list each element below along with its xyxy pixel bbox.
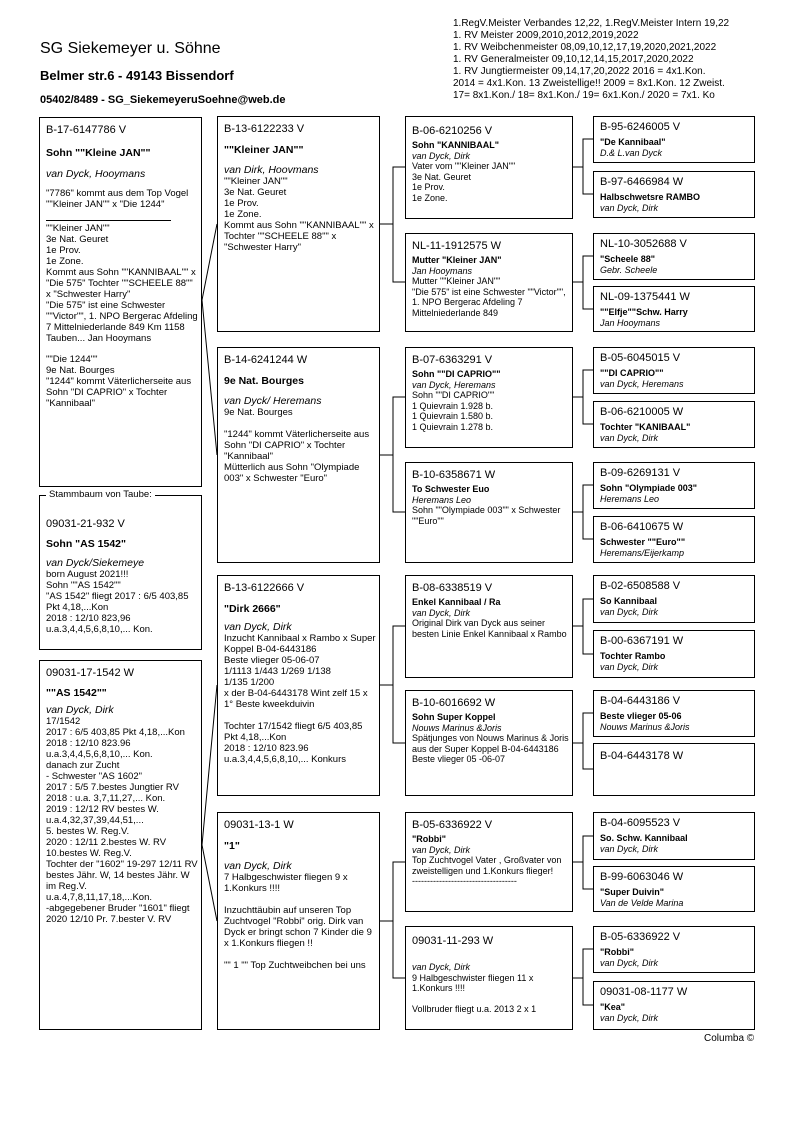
gen2-ring: B-13-6122233 V: [224, 123, 305, 135]
gen3-name: Sohn "KANNIBAAL": [412, 140, 500, 150]
gen2-name: ""Kleiner JAN"": [224, 144, 304, 156]
pedigree-label: Stammbaum von Taube:: [46, 489, 155, 500]
gen4-owner: Gebr. Scheele: [600, 264, 658, 275]
gen3-ring: B-06-6210256 V: [412, 125, 493, 137]
achievement-line: 17= 8x1.Kon./ 18= 8x1.Kon./ 19= 6x1.Kon./ 2020 = 7x1. Ko: [453, 90, 715, 101]
gen4-ring: B-06-6210005 W: [600, 406, 684, 418]
gen2-owner: van Dyck/ Heremans: [224, 395, 322, 407]
gen3-notes: Original Dirk van Dyck aus seiner besten Linie Enkel Kannibaal x Rambo: [412, 618, 567, 639]
father-owner: van Dyck, Hooymans: [46, 168, 146, 180]
gen4-owner: van Dyck, Dirk: [600, 202, 659, 213]
mother-ring: 09031-17-1542 W: [46, 667, 135, 679]
gen3-ring: B-08-6338519 V: [412, 582, 493, 594]
gen4-ring: B-97-6466984 W: [600, 176, 684, 188]
subject-ring: 09031-21-932 V: [46, 518, 125, 530]
gen2-name: "1": [224, 840, 240, 852]
gen4-name: ""DI CAPRIO"": [600, 368, 664, 378]
gen3-owner: van Dyck, Dirk: [412, 607, 471, 618]
gen4-ring: B-04-6443178 W: [600, 750, 684, 762]
gen4-name: ""Elfje""Schw. Harry: [600, 307, 688, 317]
gen4-name: Sohn "Olympiade 003": [600, 483, 698, 493]
gen3-notes: Top Zuchtvogel Vater , Großvater von zweistelligen und 1.Konkurs flieger! -----------------------------------: [412, 855, 562, 886]
footer-credit: Columba ©: [704, 1033, 755, 1044]
gen2-owner: van Dirk, Hoovmans: [224, 164, 319, 176]
gen2-ring: 09031-13-1 W: [224, 819, 294, 831]
gen4-ring: B-04-6095523 V: [600, 817, 681, 829]
gen2-owner: van Dyck, Dirk: [224, 621, 292, 633]
gen4-owner: van Dyck, Dirk: [600, 1012, 659, 1023]
gen3-notes: Sohn ""DI CAPRIO"" 1 Quievrain 1.928 b. 1 Quievrain 1.580 b. 1 Quievrain 1.278 b.: [412, 390, 495, 432]
gen4-name: Beste vlieger 05-06: [600, 711, 682, 721]
gen2-notes: 7 Halbgeschwister fliegen 9 x 1.Konkurs !!!! Inzuchttäubin auf unseren Top Zuchtvogel "Robbi" orig. Dirk van Dyck er bringt schon 7 Kinder die 9 x 1.Konkurs fliegen !! "" 1 "" Top Zuchtweibchen bei uns: [224, 872, 372, 971]
gen4-owner: van Dyck, Dirk: [600, 843, 659, 854]
gen4-ring: B-05-6336922 V: [600, 931, 681, 943]
gen3-notes: Mutter ""Kleiner JAN"" "Die 575" ist eine Schwester ""Victor"", 1. NPO Bergerac Afdeling 7 Mittelniederlande 849: [412, 276, 566, 318]
gen3-owner: Nouws Marinus &Joris: [412, 722, 502, 733]
gen3-owner: van Dyck, Dirk: [412, 844, 471, 855]
subject-notes: born August 2021!!! Sohn ""AS 1542"" "AS 1542" fliegt 2017 : 6/5 403,85 Pkt 4,18,...Kon 2018 : 12/10 823,96 u.a.3,4,4,5,6,8,10,... Kon.: [46, 569, 189, 635]
gen4-owner: van Dyck, Dirk: [600, 606, 659, 617]
gen4-ring: B-05-6045015 V: [600, 352, 681, 364]
gen4-owner: Jan Hooymans: [600, 317, 661, 328]
gen4-owner: van Dyck, Heremans: [600, 378, 684, 389]
gen2-ring: B-14-6241244 W: [224, 354, 308, 366]
gen3-ring: B-10-6358671 W: [412, 469, 496, 481]
gen4-ring: 09031-08-1177 W: [600, 986, 688, 998]
gen3-notes: Spätjunges von Nouws Marinus & Joris aus der Super Koppel B-04-6443186 Beste vlieger 05 -06-07: [412, 733, 569, 764]
gen4-owner: D.& L.van Dyck: [600, 147, 663, 158]
gen2-notes: 9e Nat. Bourges "1244" kommt Väterlicherseite aus Sohn "DI CAPRIO" x Tochter "Kannibaal" Mütterlich aus Sohn "Olympiade 003" x Schwester "Euro": [224, 407, 370, 484]
gen3-name: Enkel Kannibaal / Ra: [412, 597, 501, 607]
gen4-name: So Kannibaal: [600, 596, 658, 606]
gen3-notes: Vater vom ""Kleiner JAN"" 3e Nat. Geuret 1e Prov. 1e Zone.: [412, 161, 516, 203]
gen3-name: Sohn ""DI CAPRIO"": [412, 369, 501, 379]
gen3-ring: B-10-6016692 W: [412, 697, 496, 709]
gen4-owner: Heremans/Eijerkamp: [600, 547, 685, 558]
gen3-ring: 09031-11-293 W: [412, 935, 494, 947]
achievement-line: 1. RV Jungtiermeister 09,14,17,20,2022 2016 = 4x1.Kon.: [453, 66, 706, 77]
gen2-ring: B-13-6122666 V: [224, 582, 305, 594]
achievement-line: 1. RV Generalmeister 09,10,12,14,15,2017,2020,2022: [453, 54, 694, 65]
father-notes-kleiner-jan: ""Kleiner JAN"" 3e Nat. Geuret 1e Prov. 1e Zone. Kommt aus Sohn ""KANNIBAAL"" x "Die 575" Tochter ""SCHEELE 88"" x "Schwester Harry" "Die 575" ist eine Schwester ""Victor"", 1. NPO Bergerac Afdeling 7 Mittelniederlande 849 Km 1158 Tauben... Jan Hooymans: [46, 223, 198, 344]
gen4-owner: van Dyck, Dirk: [600, 661, 659, 672]
gen4-name: Tochter "KANIBAAL": [600, 422, 691, 432]
gen4-ring: NL-09-1375441 W: [600, 291, 690, 303]
mother-name: ""AS 1542"": [46, 687, 107, 699]
gen4-name: "Kea": [600, 1002, 626, 1012]
gen3-owner: Jan Hooymans: [412, 265, 473, 276]
father-notes-1244: ""Die 1244"" 9e Nat. Bourges "1244" kommt Väterlicherseite aus Sohn "DI CAPRIO" x Tochter "Kannibaal": [46, 354, 192, 409]
gen3-owner: Heremans Leo: [412, 494, 472, 505]
gen2-name: "Dirk 2666": [224, 603, 281, 615]
gen4-ring: B-04-6443186 V: [600, 695, 681, 707]
subject-owner: van Dyck/Siekemeye: [46, 557, 145, 569]
gen3-name: "Robbi": [412, 834, 447, 844]
achievement-line: 1. RV Meister 2009,2010,2012,2019,2022: [453, 30, 639, 41]
mother-owner: van Dyck, Dirk: [46, 704, 114, 716]
gen4-name: "Robbi": [600, 947, 635, 957]
gen3-name: Mutter "Kleiner JAN": [412, 255, 502, 265]
father-notes: "7786" kommt aus dem Top Vogel ""Kleiner JAN"" x "Die 1244": [46, 188, 189, 210]
gen3-name: Sohn Super Koppel: [412, 712, 496, 722]
gen4-owner: Nouws Marinus &Joris: [600, 721, 690, 732]
gen2-notes: ""Kleiner JAN"" 3e Nat. Geuret 1e Prov. 1e Zone. Kommt aus Sohn ""KANNIBAAL"" x Tochter ""SCHEELE 88"" x "Schwester Harry": [224, 176, 374, 253]
gen4-name: Tochter Rambo: [600, 651, 666, 661]
achievement-line: 1. RV Weibchenmeister 08,09,10,12,17,19,2020,2021,2022: [453, 42, 717, 53]
loft-address: Belmer str.6 - 49143 Bissendorf: [40, 68, 234, 83]
gen4-ring: B-99-6063046 W: [600, 871, 684, 883]
achievement-line: 2014 = 4x1.Kon. 13 Zweistellige!! 2009 = 8x1.Kon. 12 Zweist.: [453, 78, 725, 89]
gen4-ring: B-00-6367191 W: [600, 635, 684, 647]
gen4-name: "Super Duivin": [600, 887, 665, 897]
gen4-name: "Scheele 88": [600, 254, 656, 264]
loft-name: SG Siekemeyer u. Söhne: [40, 40, 221, 57]
gen3-notes: 9 Halbgeschwister fliegen 11 x 1.Konkurs !!!! Vollbruder fliegt u.a. 2013 2 x 1: [412, 972, 537, 1014]
gen3-owner: van Dyck, Heremans: [412, 379, 496, 390]
gen4-name: "De Kannibaal": [600, 137, 666, 147]
gen4-ring: B-06-6410675 W: [600, 521, 684, 533]
gen2-notes: Inzucht Kannibaal x Rambo x Super Koppel B-04-6443186 Beste vlieger 05-06-07 1/1113 1/443 1/269 1/138 1/135 1/200 x der B-04-6443178 Wint zelf 15 x 1° Beste kweekduivin Tochter 17/1542 fliegt 6/5 403,85 Pkt 4,18,...Kon 2018 : 12/10 823.96 u.a.3,4,4,5,6,8,10,... Konkurs: [224, 633, 376, 765]
gen4-owner: Van de Velde Marina: [600, 897, 684, 908]
gen4-ring: NL-10-3052688 V: [600, 238, 687, 250]
gen4-ring: B-95-6246005 V: [600, 121, 681, 133]
gen4-ring: B-09-6269131 V: [600, 467, 681, 479]
gen4-name: So. Schw. Kannibaal: [600, 833, 688, 843]
gen3-owner: van Dyck, Dirk: [412, 150, 471, 161]
gen4-ring: B-02-6508588 V: [600, 580, 681, 592]
gen3-ring: B-05-6336922 V: [412, 819, 493, 831]
gen2-owner: van Dyck, Dirk: [224, 860, 292, 872]
father-ring: B-17-6147786 V: [46, 124, 127, 136]
gen4-name: Schwester ""Euro"": [600, 537, 686, 547]
gen4-owner: van Dyck, Dirk: [600, 432, 659, 443]
gen3-ring: NL-11-1912575 W: [412, 240, 502, 252]
mother-notes: 17/1542 2017 : 6/5 403,85 Pkt 4,18,...Kon 2018 : 12/10 823.96 u.a.3,4,4,5,6,8,10,... Kon. danach zur Zucht - Schwester "AS 1602" 2017 : 5/5 7.bestes Jungtier RV 2018 : u.a. 3,7,11,27,... Kon. 2019 : 12/12 RV bestes W. u.a.4,32,37,39,44,51,... 5. bestes W. Reg.V. 2020 : 12/11 2.bestes W. RV 10.bestes W. Reg.V. Tochter der "1602" 19-297 12/11 RV bestes Jähr. W, 14 bestes Jähr. W im Reg.V. u.a.4,7,8,11,17,18,...Kon. -abgegebener Bruder "1601" fliegt 2020 12/10 Pr. 7.bester V. RV: [46, 716, 198, 925]
subject-name: Sohn "AS 1542": [46, 538, 126, 550]
gen4-owner: Heremans Leo: [600, 493, 660, 504]
gen3-owner: van Dyck, Dirk: [412, 962, 471, 972]
gen3-notes: Sohn ""Olympiade 003"" x Schwester ""Euro"": [412, 505, 561, 526]
gen3-ring: B-07-6363291 V: [412, 354, 493, 366]
father-name: Sohn ""Kleine JAN"": [46, 147, 151, 159]
loft-contact: 05402/8489 - SG_SiekemeyeruSoehne@web.de: [40, 94, 286, 106]
gen3-name: To Schwester Euo: [412, 484, 490, 494]
achievement-line: 1.RegV.Meister Verbandes 12,22, 1.RegV.Meister Intern 19,22: [453, 18, 730, 29]
gen2-name: 9e Nat. Bourges: [224, 375, 304, 387]
gen4-name: Halbschwetsre RAMBO: [600, 192, 701, 202]
gen4-owner: van Dyck, Dirk: [600, 957, 659, 968]
